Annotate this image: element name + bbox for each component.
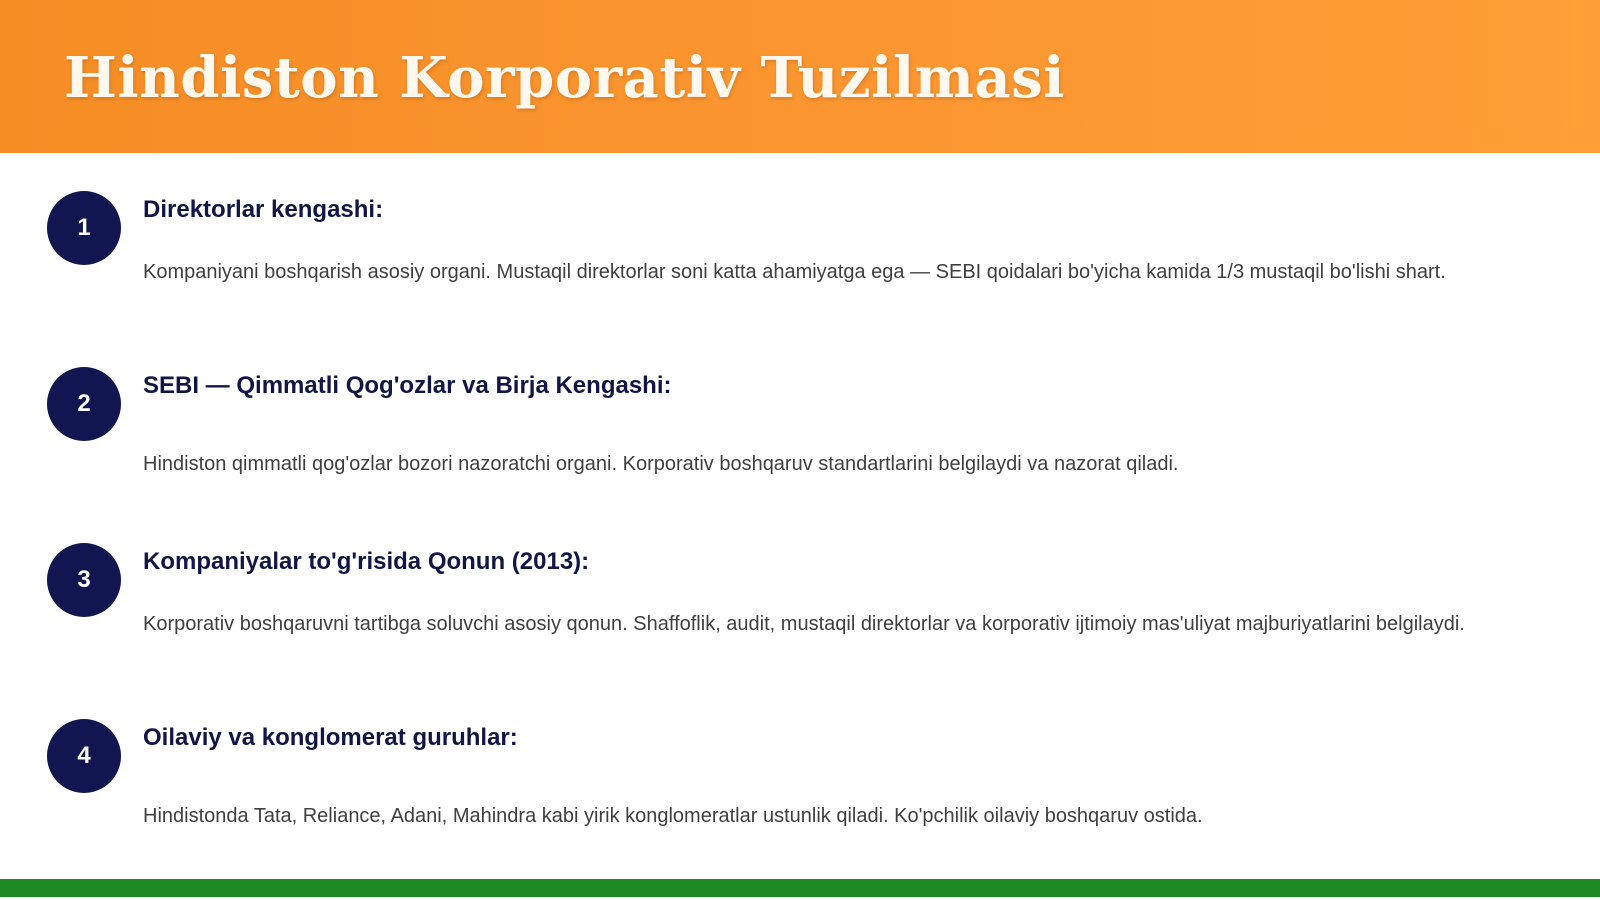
item-title: Direktorlar kengashi: [143, 196, 384, 223]
item-description: Kompaniyani boshqarish asosiy organi. Mustaqil direktorlar soni katta ahamiyatga ega — SEBI qoidalari bo'yicha kamida 1/3 mustaqil bo'lishi shart. [143, 261, 1446, 283]
number-badge: 2 [47, 367, 121, 441]
list-item [0, 543, 1600, 683]
list-item [0, 719, 1600, 859]
list-item [0, 191, 1600, 331]
item-title: Kompaniyalar to'g'risida Qonun (2013): [143, 548, 590, 575]
number-badge: 1 [47, 191, 121, 265]
header-banner [0, 0, 1600, 153]
item-description: Hindistonda Tata, Reliance, Adani, Mahindra kabi yirik konglomeratlar ustunlik qiladi. Ko'pchilik oilaviy boshqaruv ostida. [143, 805, 1203, 827]
footer-bar [0, 879, 1600, 897]
number-badge: 3 [47, 543, 121, 617]
list-item [0, 367, 1600, 507]
page-title: Hindiston Korporativ Tuzilmasi [64, 45, 1065, 111]
number-badge: 4 [47, 719, 121, 793]
item-title: SEBI — Qimmatli Qog'ozlar va Birja Kengashi: [143, 372, 672, 399]
item-description: Hindiston qimmatli qog'ozlar bozori nazoratchi organi. Korporativ boshqaruv standartlarini belgilaydi va nazorat qiladi. [143, 453, 1179, 475]
item-title: Oilaviy va konglomerat guruhlar: [143, 724, 518, 751]
item-description: Korporativ boshqaruvni tartibga soluvchi asosiy qonun. Shaffoflik, audit, mustaqil direktorlar va korporativ ijtimoiy mas'uliyat majburiyatlarini belgilaydi. [143, 613, 1465, 635]
